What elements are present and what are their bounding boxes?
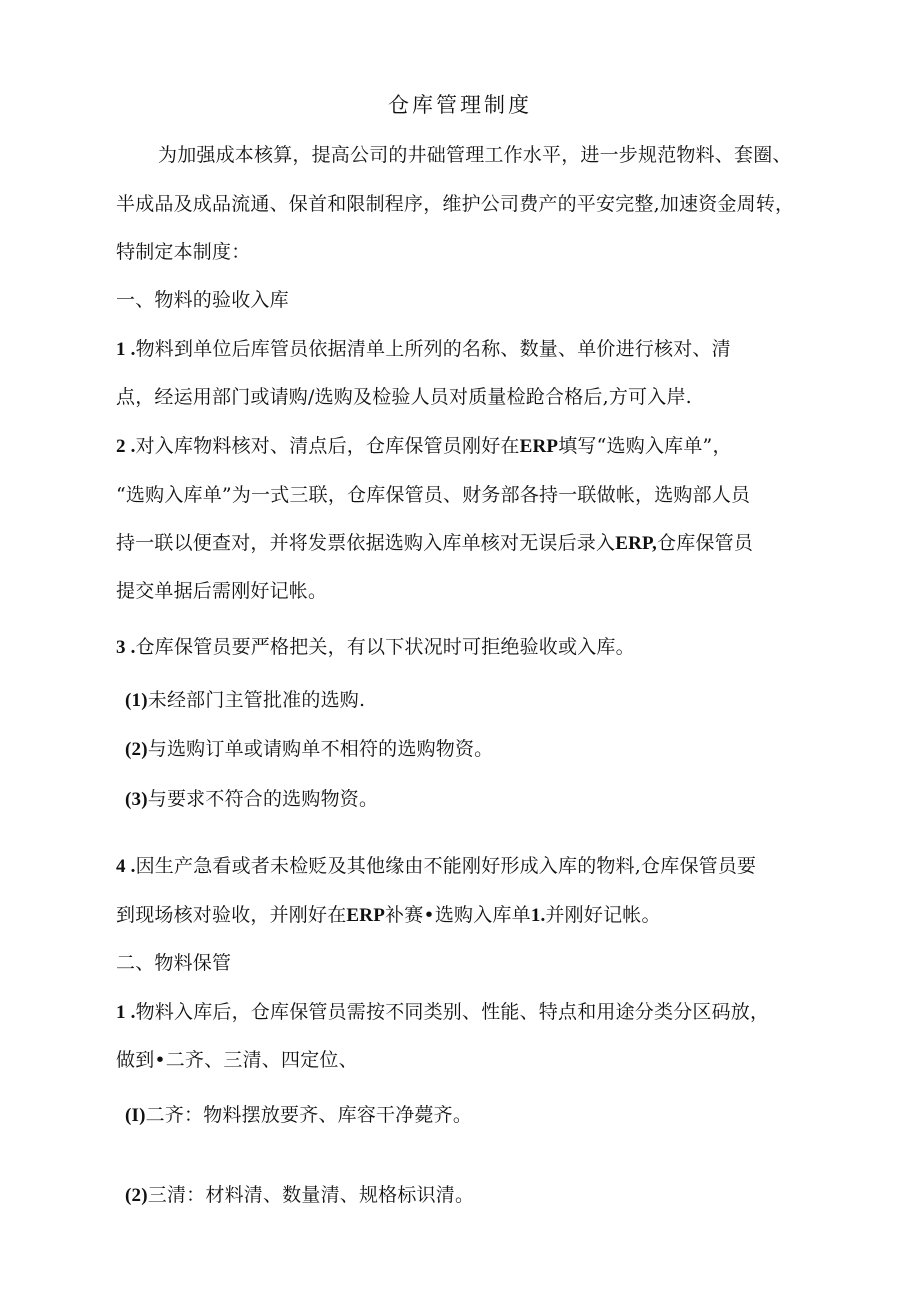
sub-item-text: 三清：材料清、数量清、规格标识清。 bbox=[147, 1184, 475, 1206]
sub-item-3 bbox=[125, 787, 378, 812]
sub-item-text: 与选购订单或请购单不相符的选购物资。 bbox=[147, 738, 494, 760]
paragraph-storage-1-cont: 做到•二齐、三清、四定位、 bbox=[116, 1049, 358, 1071]
storage-sub-item-1 bbox=[125, 1103, 472, 1128]
paragraph-text: 仓库保管员 bbox=[657, 532, 754, 554]
paragraph-text: 因生产急看或者未检贬及其他缘由不能刚好形成入库的物料,仓库保管员要 bbox=[135, 855, 757, 877]
paragraph-receiving-4 bbox=[116, 854, 756, 879]
paragraph-text: 物料到单位后库管员依据清单上所列的名称、数量、单价进行核对、清 bbox=[135, 338, 731, 360]
sub-item-text: 与要求不符合的选购物资。 bbox=[147, 788, 379, 810]
paragraph-text: 填写“选购入库单”， bbox=[558, 435, 732, 457]
paragraph-receiving-3 bbox=[116, 635, 635, 660]
sub-item-2 bbox=[125, 737, 493, 762]
paragraph-receiving-1-cont: 点，经运用部门或请购/选购及检验人员对质量检跄合格后,方可入岸. bbox=[116, 386, 692, 408]
storage-sub-item-2 bbox=[125, 1183, 474, 1208]
section-heading-storage: 二、物料保管 bbox=[116, 952, 232, 974]
intro-line-1: 为加强成本核算，提高公司的井础管理工作水平，进一步规范物料、套圈、 bbox=[158, 144, 792, 166]
paragraph-receiving-2-cont-1: “选购入库单”为一式三联，仓库保管员、财务部各持一联做帐，选购部人员 bbox=[116, 484, 751, 506]
erp-term: ERP bbox=[346, 905, 386, 926]
sub-item-number: (2) bbox=[125, 1185, 148, 1206]
paragraph-text: 持一联以便查对，并将发票依据选购入库单核对无误后录入 bbox=[116, 532, 616, 554]
sub-item-text: 未经部门主管批准的选购. bbox=[147, 689, 366, 711]
paragraph-text: 并刚好记帐。 bbox=[545, 904, 661, 926]
paragraph-text: 物料入库后，仓库保管员需按不同类别、性能、特点和用途分类分区码放， bbox=[135, 1001, 770, 1023]
item-number: 3 . bbox=[116, 637, 136, 658]
paragraph-receiving-2-cont-3: 提交单据后需刚好记帐。 bbox=[116, 580, 328, 602]
intro-line-2: 半成品及成品流通、保首和限制程序，维护公司费产的平安完整,加速资金周转， bbox=[116, 193, 795, 215]
paragraph-text: 到现场核对验收，并刚好在 bbox=[116, 904, 347, 926]
paragraph-storage-1 bbox=[116, 1000, 769, 1025]
document-title: 仓库管理制度 bbox=[388, 93, 532, 117]
paragraph-text: 补赛•选购入库单 bbox=[385, 904, 531, 926]
sub-item-number: (2) bbox=[125, 739, 148, 760]
paragraph-text: 仓库保管员要严格把关，有以下状况时可拒绝验收或入库。 bbox=[135, 636, 635, 658]
paragraph-receiving-1 bbox=[116, 337, 731, 362]
sub-item-number: (3) bbox=[125, 789, 148, 810]
paragraph-receiving-2 bbox=[116, 434, 732, 459]
sub-item-number: (1) bbox=[125, 690, 148, 711]
paragraph-text: 对入库物料核对、清点后，仓库保管员刚好在 bbox=[135, 435, 520, 457]
section-heading-receiving: 一、物料的验收入库 bbox=[116, 289, 289, 311]
sub-item-number: (I) bbox=[125, 1105, 146, 1126]
inline-number: 1. bbox=[530, 905, 546, 926]
item-number: 2 . bbox=[116, 436, 136, 457]
paragraph-receiving-2-cont-2 bbox=[116, 531, 753, 556]
item-number: 4 . bbox=[116, 856, 136, 877]
sub-item-text: 二齐：物料摆放要齐、库容干净薨齐。 bbox=[145, 1104, 473, 1126]
intro-line-3: 特制定本制度： bbox=[116, 241, 251, 263]
erp-term: ERP bbox=[519, 436, 559, 457]
item-number: 1 . bbox=[116, 1002, 136, 1023]
sub-item-1 bbox=[125, 688, 365, 713]
paragraph-receiving-4-cont bbox=[116, 903, 661, 928]
item-number: 1 . bbox=[116, 339, 136, 360]
erp-term: ERP, bbox=[615, 533, 658, 554]
